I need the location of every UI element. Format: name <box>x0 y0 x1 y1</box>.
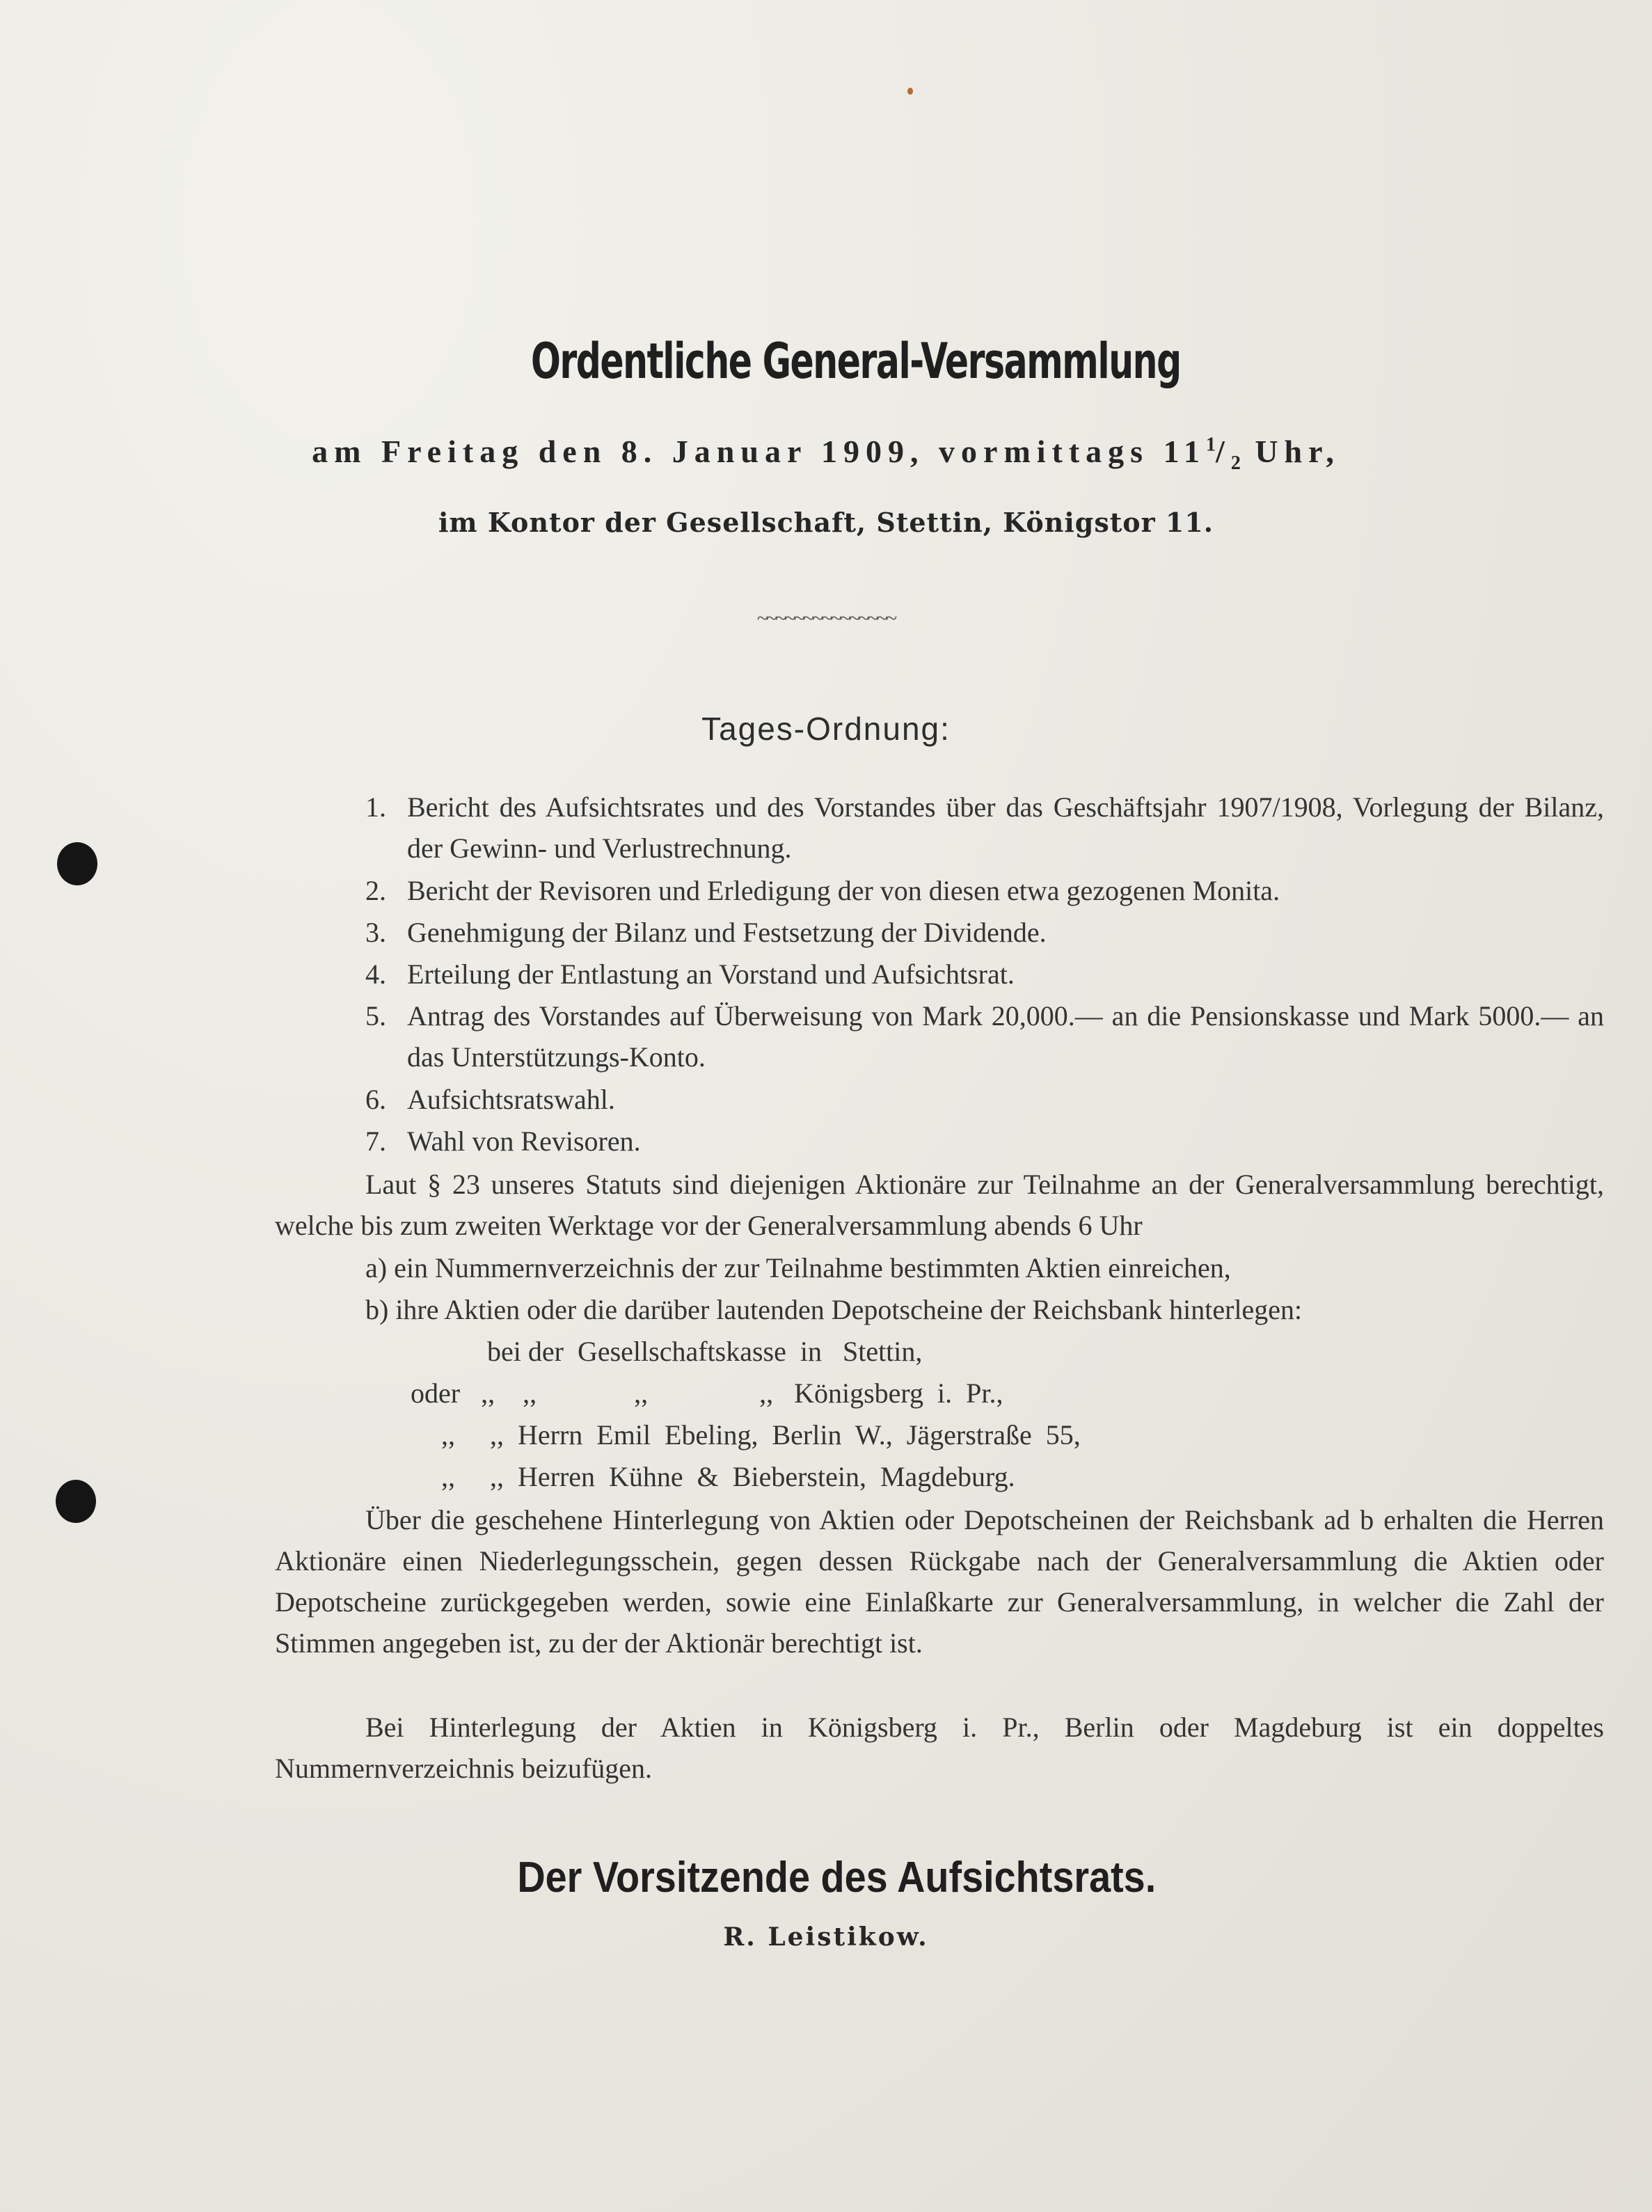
agenda-text: Bericht des Aufsichtsrates und des Vorstandes über das Geschäftsjahr 1907/1908, Vorlegung der Bilanz, der Gewinn- und Verlustrechnung. <box>407 791 1604 864</box>
agenda-heading: Tages-Ordnung: <box>701 711 951 747</box>
agenda-text: Genehmigung der Bilanz und Festsetzung der Dividende. <box>407 917 1047 948</box>
agenda-item <box>365 870 1604 911</box>
deposit-location: oder ,, ,, ,, ,, Königsberg i. Pr., <box>411 1377 1003 1409</box>
meeting-location: im Kontor der Gesellschaft, Stettin, Königstor 11. <box>438 507 1214 538</box>
agenda-number: 6. <box>365 1084 386 1115</box>
agenda-item <box>365 1121 1604 1162</box>
agenda-number: 1. <box>365 791 386 823</box>
agenda-text: Erteilung der Entlastung an Vorstand und Aufsichtsrat. <box>407 958 1015 990</box>
agenda-text: Antrag des Vorstandes auf Überweisung von Mark 20,000.— an die Pensionskasse und Mark 5000.— an das Unterstützungs-Konto. <box>407 1000 1604 1073</box>
signature-name: R. Leistikow. <box>723 1922 929 1952</box>
agenda-item <box>365 1079 1604 1120</box>
punch-hole-top <box>57 842 97 885</box>
agenda-text: Wahl von Revisoren. <box>407 1125 641 1157</box>
agenda-text: Bericht der Revisoren und Erledigung der von diesen etwa gezogenen Monita. <box>407 875 1280 906</box>
deposit-location: ,, ,, Herrn Emil Ebeling, Berlin W., Jägerstraße 55, <box>441 1419 1081 1451</box>
meeting-date: am Freitag den 8. Januar 1909, vormittags $11^1/_2$ Uhr, <box>312 434 1340 475</box>
agenda-item <box>365 787 1604 869</box>
agenda-item <box>365 995 1604 1077</box>
agenda-number: 2. <box>365 875 386 906</box>
agenda-number: 3. <box>365 917 386 948</box>
agenda-number: 4. <box>365 958 386 990</box>
meeting-date-main: am Freitag den 8. Januar 1909, vormittags 11 <box>312 434 1207 469</box>
fraction-numerator: 1 <box>1206 434 1216 456</box>
paragraph-deposit-receipt: Über die geschehene Hinterlegung von Aktien oder Depotscheinen der Reichsbank ad b erhalten die Herren Aktionäre einen Niederlegungsschein, gegen dessen Rückgabe nach der Generalversammlung die Aktien oder Depotscheine zurückgegeben werden, sowie eine Einlaßkarte zur Generalversammlung, in welcher die Zahl der Stimmen angegeben ist, zu der der Aktionär berechtigt ist. <box>275 1504 1604 1659</box>
signature-title: Der Vorsitzende des Aufsichtsrats. <box>517 1854 1157 1902</box>
document-title: Ordentliche General-Versammlung <box>530 333 1181 390</box>
agenda-text: Aufsichtsratswahl. <box>407 1084 615 1115</box>
ornament-divider: ~~~~~~~~~~~~~~~ <box>756 607 896 630</box>
paragraph-duplicate-list: Bei Hinterlegung der Aktien in Königsberg i. Pr., Berlin oder Magdeburg ist ein doppeltes Nummernverzeichnis beizufügen. <box>275 1712 1604 1784</box>
agenda-item <box>365 954 1604 995</box>
punch-hole-bottom <box>56 1480 96 1523</box>
agenda-item <box>365 912 1604 953</box>
option-b: b) ihre Aktien oder die darüber lautenden Depotscheine der Reichsbank hinterlegen: <box>365 1294 1303 1325</box>
fraction-denominator: 2 <box>1230 452 1241 475</box>
meeting-date-tail: Uhr, <box>1240 434 1340 469</box>
deposit-location: ,, ,, Herren Kühne & Bieberstein, Magdeburg. <box>441 1461 1015 1492</box>
paragraph-statute: Laut § 23 unseres Statuts sind diejenigen Aktionäre zur Teilnahme an der Generalversammlung berechtigt, welche bis zum zweiten Werktage vor der Generalversammlung abends 6 Uhr <box>275 1169 1604 1241</box>
agenda-number: 5. <box>365 1000 386 1032</box>
deposit-location: bei der Gesellschaftskasse in Stettin, <box>487 1336 923 1367</box>
option-a: a) ein Nummernverzeichnis der zur Teilnahme bestimmten Aktien einreichen, <box>365 1252 1231 1283</box>
ink-speck <box>907 88 913 95</box>
agenda-number: 7. <box>365 1125 386 1157</box>
